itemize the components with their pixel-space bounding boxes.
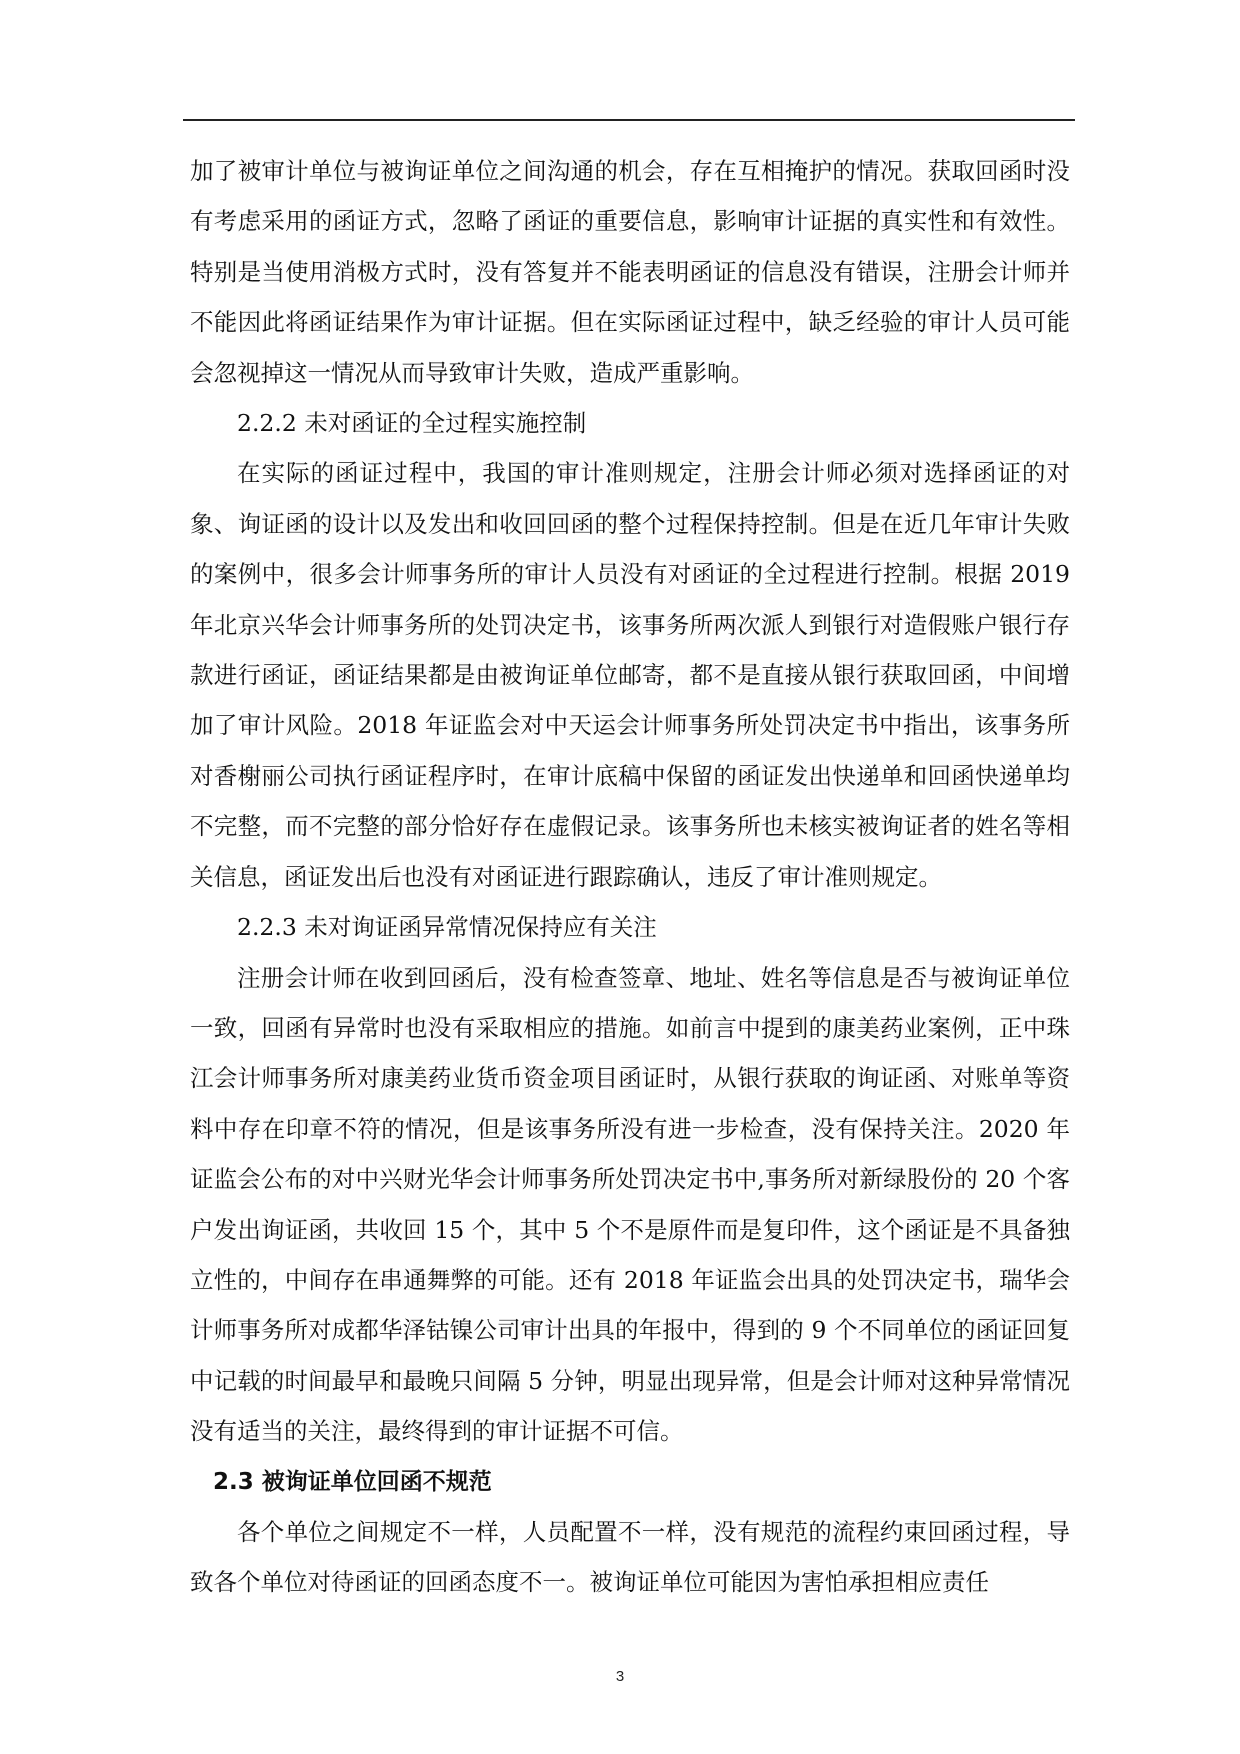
paragraph-reply-nonstandard: 各个单位之间规定不一样，人员配置不一样，没有规范的流程约束回函过程，导致各个单位对待函证的回函态度不一。被询证单位可能因为害怕承担相应责任 [190,1517,1070,1597]
subheading-2-2-3: 2.2.3 未对询证函异常情况保持应有关注 [237,913,657,942]
subheading-2-2-2: 2.2.2 未对函证的全过程实施控制 [237,409,587,438]
page-number: 3 [615,1668,625,1685]
paragraph-continuation: 加了被审计单位与被询证单位之间沟通的机会，存在互相掩护的情况。获取回函时没有考虑采用的函证方式，忽略了函证的重要信息，影响审计证据的真实性和有效性。特别是当使用消极方式时，没有答复并不能表明函证的信息没有错误，注册会计师并不能因此将函证结果作为审计证据。但在实际函证过程中，缺乏经验的审计人员可能会忽视掉这一情况从而导致审计失败，造成严重影响。 [190,157,1070,387]
paragraph-abnormal-confirmation: 注册会计师在收到回函后，没有检查签章、地址、姓名等信息是否与被询证单位一致，回函有异常时也没有采取相应的措施。如前言中提到的康美药业案例，正中珠江会计师事务所对康美药业货币资金项目函证时，从银行获取的询证函、对账单等资料中存在印章不符的情况，但是该事务所没有进一步检查，没有保持关注。2020 年证监会公布的对中兴财光华会计师事务所处罚决定书中,事务所对新绿股份的 20 个客户发出询证函，共收回 15 个，其中 5 个不是原件而是复印件，这个函证是不具备独立性的，中间存在串通舞弊的可能。还有 2018 年证监会出具的处罚决定书，瑞华会计师事务所对成都华泽钴镍公司审计出具的年报中，得到的 9 个不同单位的函证回复中记载的时间最早和最晚只间隔 5 分钟，明显出现异常，但是会计师对这种异常情况没有适当的关注，最终得到的审计证据不可信。 [190,963,1070,1446]
document-body [190,146,1070,1608]
paragraph-full-process-control: 在实际的函证过程中，我国的审计准则规定，注册会计师必须对选择函证的对象、询证函的设计以及发出和收回回函的整个过程保持控制。但是在近几年审计失败的案例中，很多会计师事务所的审计人员没有对函证的全过程进行控制。根据 2019 年北京兴华会计师事务所的处罚决定书，该事务所两次派人到银行对造假账户银行存款进行函证，函证结果都是由被询证单位邮寄，都不是直接从银行获取回函，中间增加了审计风险。2018 年证监会对中天运会计师事务所处罚决定书中指出，该事务所对香榭丽公司执行函证程序时，在审计底稿中保留的函证发出快递单和回函快递单均不完整，而不完整的部分恰好存在虚假记录。该事务所也未核实被询证者的姓名等相关信息，函证发出后也没有对函证进行跟踪确认，违反了审计准则规定。 [190,459,1070,891]
header-rule [183,119,1075,121]
heading-2-3: 2.3 被询证单位回函不规范 [213,1468,492,1495]
